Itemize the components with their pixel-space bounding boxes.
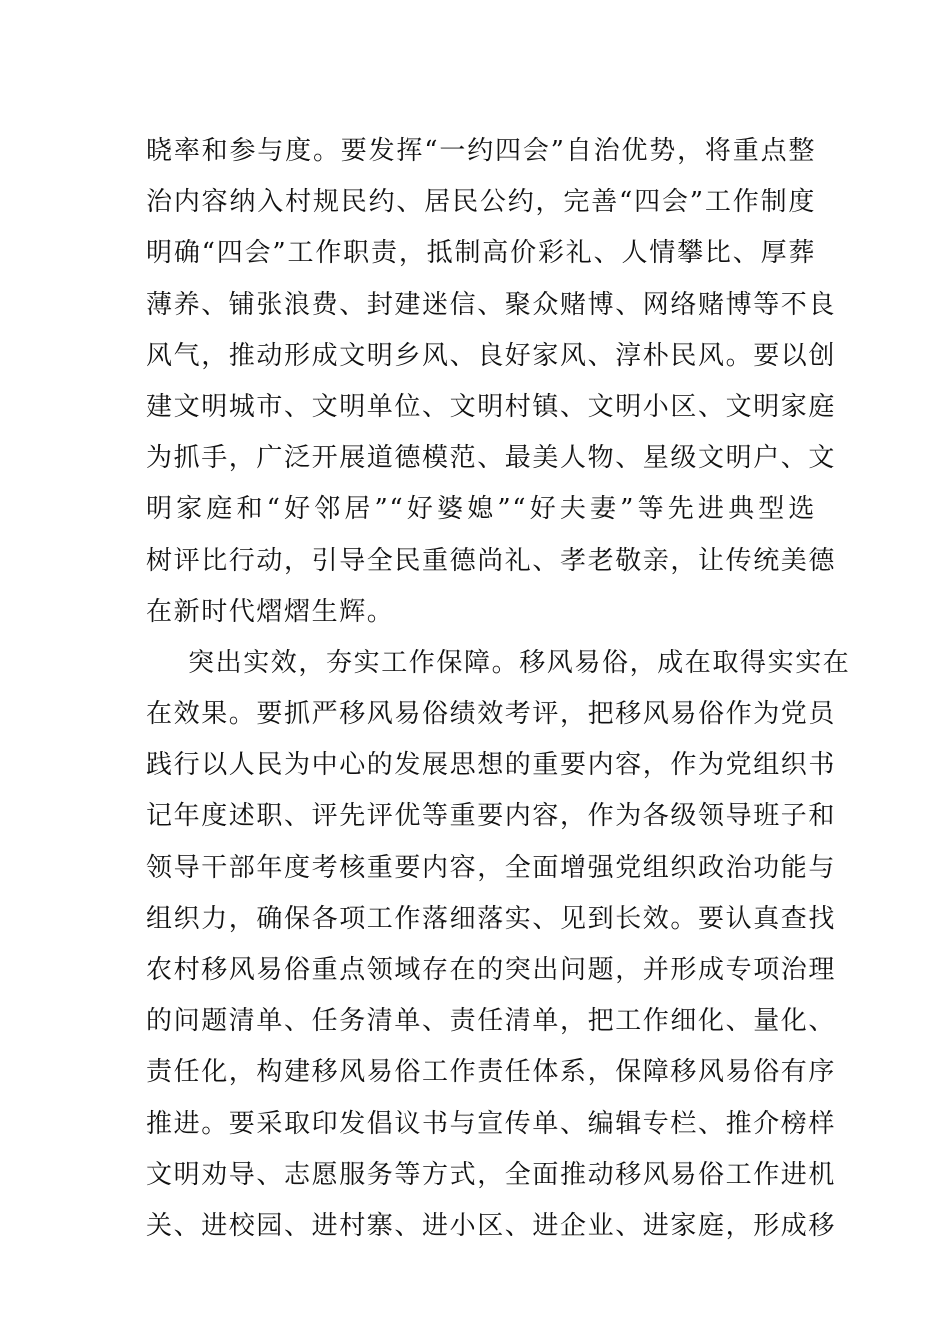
- text-line: 践行以人民为中心的发展思想的重要内容，作为党组织书: [146, 750, 837, 781]
- text-line: 组织力，确保各项工作落细落实、见到长效。要认真查找: [146, 903, 837, 934]
- text-line: 的问题清单、任务清单、责任清单，把工作细化、量化、: [146, 1006, 837, 1037]
- text-line: 明确“四会”工作职责，抵制高价彩礼、人情攀比、厚葬: [146, 238, 816, 269]
- text-line: 责任化，构建移风易俗工作责任体系，保障移风易俗有序: [146, 1057, 837, 1088]
- text-line: 在效果。要抓严移风易俗绩效考评，把移风易俗作为党员: [146, 699, 837, 730]
- text-line: 农村移风易俗重点领域存在的突出问题，并形成专项治理: [146, 955, 837, 985]
- text-line: 领导干部年度考核重要内容，全面增强党组织政治功能与: [146, 852, 837, 883]
- text-line: 治内容纳入村规民约、居民公约，完善“四会”工作制度: [146, 187, 816, 218]
- paragraph-first-line: 突出实效，夯实工作保障。移风易俗，成在取得实实在: [188, 647, 851, 678]
- text-line: 为抓手，广泛开展道德模范、最美人物、星级文明户、文: [146, 443, 837, 474]
- text-line: 关、进校园、进村寨、进小区、进企业、进家庭，形成移: [146, 1210, 837, 1241]
- text-line: 记年度述职、评先评优等重要内容，作为各级领导班子和: [146, 801, 837, 832]
- text-line: 薄养、铺张浪费、封建迷信、聚众赌博、网络赌博等不良: [146, 289, 837, 320]
- text-line: 推进。要采取印发倡议书与宣传单、编辑专栏、推介榜样: [146, 1108, 837, 1139]
- paragraph-end-line: 在新时代熠熠生辉。: [146, 596, 395, 627]
- text-line: 晓率和参与度。要发挥“一约四会”自治优势，将重点整: [146, 136, 816, 166]
- text-line: 风气，推动形成文明乡风、良好家风、淳朴民风。要以创: [146, 340, 837, 371]
- text-line: 建文明城市、文明单位、文明村镇、文明小区、文明家庭: [146, 391, 837, 422]
- text-line: 文明劝导、志愿服务等方式，全面推动移风易俗工作进机: [146, 1159, 837, 1190]
- text-line: 明家庭和“好邻居”“好婆媳”“好夫妻”等先进典型选: [146, 494, 816, 525]
- body-text: [146, 126, 851, 1252]
- text-line: 树评比行动，引导全民重德尚礼、孝老敬亲，让传统美德: [146, 545, 837, 576]
